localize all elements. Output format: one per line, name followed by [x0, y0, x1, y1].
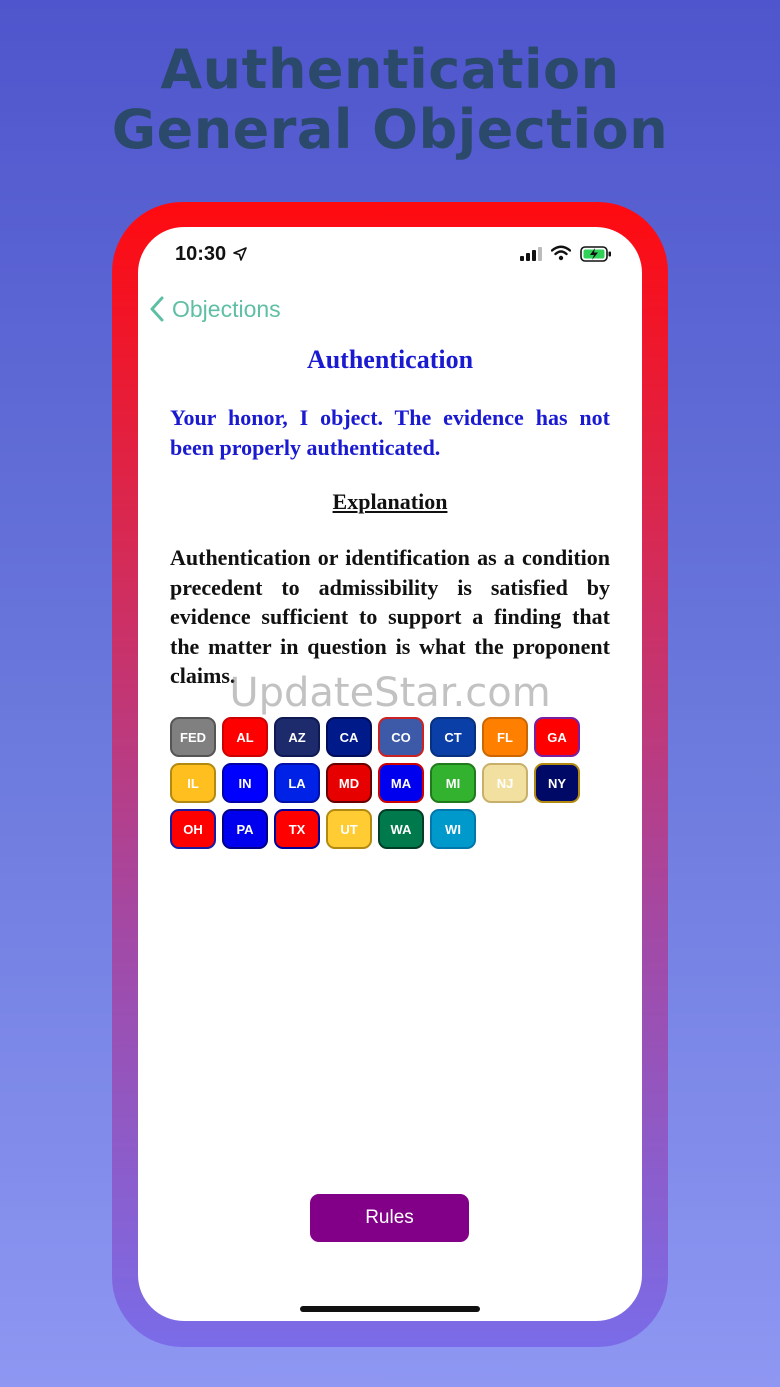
- home-indicator: [300, 1306, 480, 1312]
- state-button-az[interactable]: AZ: [274, 717, 320, 757]
- state-button-al[interactable]: AL: [222, 717, 268, 757]
- state-button-ct[interactable]: CT: [430, 717, 476, 757]
- state-button-nj[interactable]: NJ: [482, 763, 528, 803]
- state-button-tx[interactable]: TX: [274, 809, 320, 849]
- rules-button[interactable]: [310, 1194, 469, 1242]
- location-arrow-icon: [233, 247, 247, 266]
- state-button-il[interactable]: IL: [170, 763, 216, 803]
- promo-title-line1: Authentication: [160, 38, 620, 101]
- back-button-label: Objections: [172, 295, 281, 322]
- state-button-fed[interactable]: FED: [170, 717, 216, 757]
- status-bar: [138, 227, 642, 283]
- state-button-wi[interactable]: WI: [430, 809, 476, 849]
- state-button-mi[interactable]: MI: [430, 763, 476, 803]
- wifi-icon: [551, 245, 571, 266]
- state-button-ny[interactable]: NY: [534, 763, 580, 803]
- state-button-ma[interactable]: MA: [378, 763, 424, 803]
- state-button-ca[interactable]: CA: [326, 717, 372, 757]
- objection-title: Authentication: [306, 345, 474, 374]
- signal-icon: [520, 247, 542, 266]
- phone-screen: [138, 227, 642, 1321]
- battery-charging-icon: [580, 246, 612, 267]
- explanation-text: Authentication or identification as a condition precedent to admissibility is satisfied by evidence sufficient to support a finding that the matter in question is what the proponent claims.: [170, 545, 610, 688]
- status-time: 10:30: [175, 243, 227, 265]
- explanation-heading: Explanation: [332, 489, 448, 514]
- state-button-in[interactable]: IN: [222, 763, 268, 803]
- state-button-oh[interactable]: OH: [170, 809, 216, 849]
- state-buttons-grid: [170, 717, 590, 849]
- state-button-wa[interactable]: WA: [378, 809, 424, 849]
- navigation-bar: [138, 287, 642, 327]
- state-button-md[interactable]: MD: [326, 763, 372, 803]
- state-button-fl[interactable]: FL: [482, 717, 528, 757]
- objection-statement: Your honor, I object. The evidence has not been properly authenticated.: [170, 405, 610, 460]
- state-button-ga[interactable]: GA: [534, 717, 580, 757]
- state-button-pa[interactable]: PA: [222, 809, 268, 849]
- back-button[interactable]: [150, 291, 281, 327]
- promo-title-line2: General Objection: [111, 98, 669, 161]
- state-button-la[interactable]: LA: [274, 763, 320, 803]
- chevron-left-icon: [150, 296, 164, 322]
- rules-button-label: Rules: [365, 1207, 414, 1228]
- state-button-co[interactable]: CO: [378, 717, 424, 757]
- promo-headline: [0, 40, 780, 160]
- watermark: UpdateStar.com: [229, 670, 551, 716]
- state-button-ut[interactable]: UT: [326, 809, 372, 849]
